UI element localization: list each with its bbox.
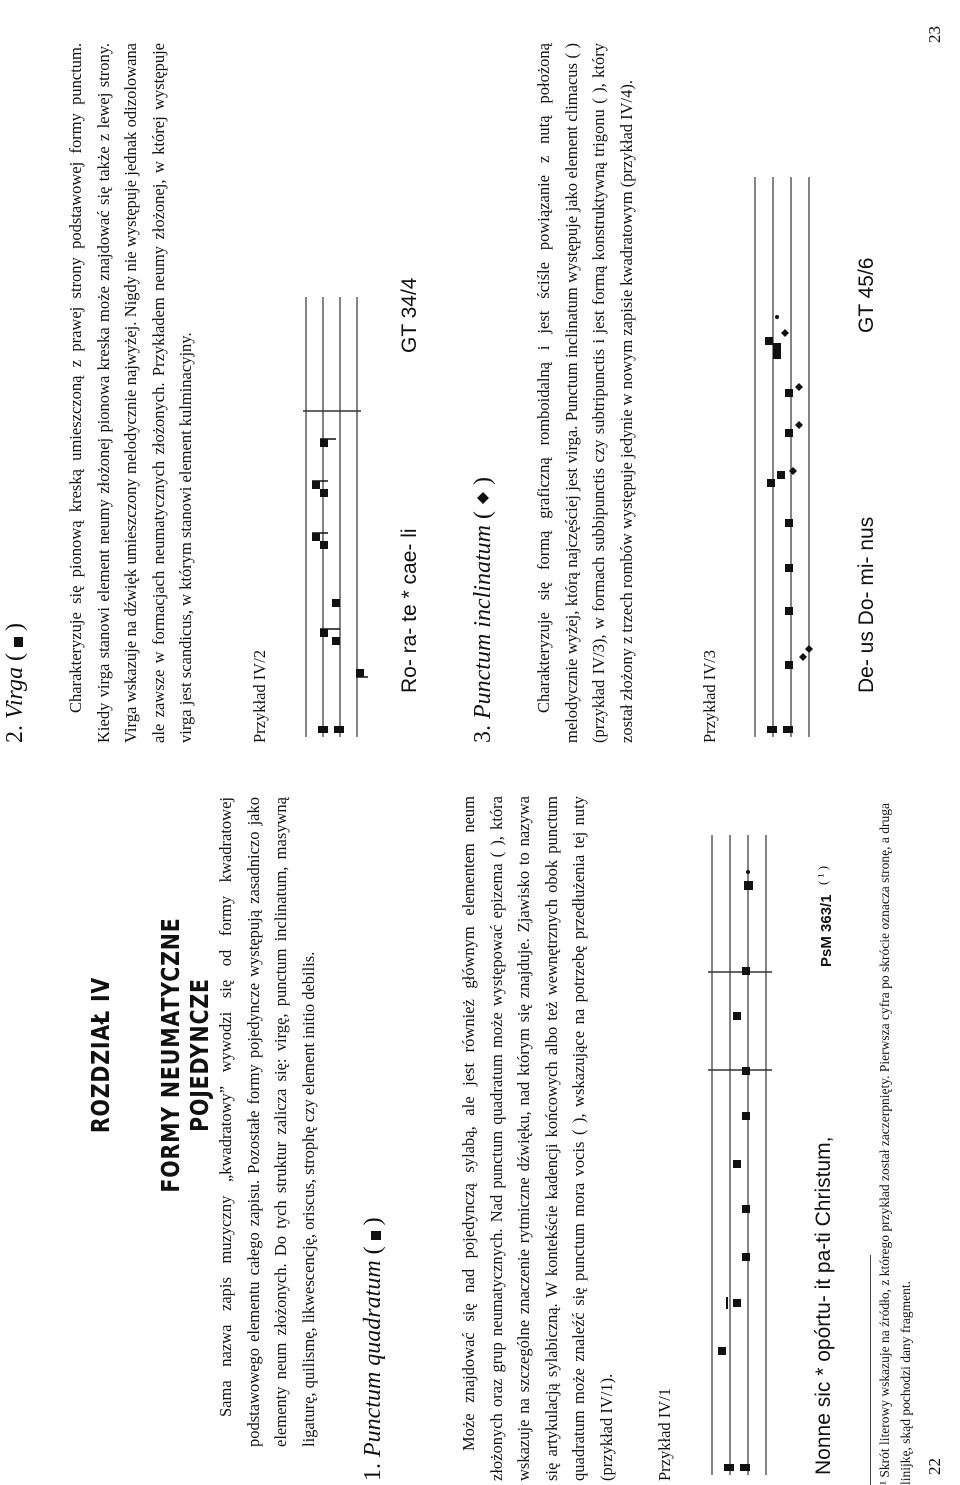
chapter-title: ROZDZIAŁ IV [86,976,115,1134]
section-1-heading [360,1217,387,1481]
right-page-number: 23 [925,26,944,43]
example-1-staff [700,835,805,1475]
section-3-title: Punctum inclinatum [470,525,496,719]
left-page-number: 22 [925,1458,944,1475]
section-2-paren-close: ) [2,623,28,631]
example-3-reference: GT 45/6 [855,257,878,333]
section-1-title: Punctum quadratum [360,1260,386,1457]
footnote: ¹ Skrót literowy wskazuje na źródło, z którego przykład został zaczerpnięty. Pierwsza cyfra po skrócie oznacza stronę, a druga linijkę, skąd pochodzi dany fragment. [877,802,913,1485]
section-2-paren-open: ( [2,653,28,661]
section-1-paren-close: ) [360,1217,386,1226]
section-2-title: Virga [2,667,28,719]
section-2-heading [2,623,29,743]
section-2-body: Charakteryzuje się pionową kreską umieszczoną z prawej strony podstawowej formy punctum. Kiedy virga stanowi element neumy złożonej pionowa kreska może znajdować się także z lewej strony. Virga wskazuje na dźwięk umieszczony melodycznie najwyżej. Nigdy nie występuje jednak odizolowana ale zawsze w formacjach neumatycznych złożonych. Przykładem neumy złożonej, w której występuje virga jest scandicus, w którym stanowi element kulminacyjny. [66,43,195,743]
example-3-caption: Przykład IV/3 [700,649,719,743]
section-3-heading [470,477,497,743]
example-2-lyrics: Ro- ra- te * cae- li [398,528,421,693]
example-1-lyrics: Nonne sic * opórtu- it pa-ti Christum, [812,1136,835,1475]
punctum-quadratum-icon [371,1231,381,1240]
left-page [0,743,960,1485]
footnote-marker: ( ¹ ) [815,865,830,885]
footnote-rule [870,1255,871,1485]
example-3-lyrics: De- us Do- mi- nus [855,516,878,693]
section-3-body: Charakteryzuje się formą graficzną romboidalną i jest ściśle powiązanie z nutą położoną melodycznie wyżej, którą najczęściej jest virga. Punctum inclinatum występuje jako element climacus ( ) (przykład IV/3), w formach subbipunctis czy subtripunctis i jest formą konstruktywną trigonu ( ), który został złożony z trzech rombów występuje jedynie w nowym zapisie kwadratowym (przykład IV/4). [534,43,636,743]
chapter-subtitle: FORMY NEUMATYCZNE POJEDYNCZE [156,917,214,1193]
example-2-caption: Przykład IV/2 [250,649,269,743]
section-1-number: 1. [360,1463,386,1481]
section-1-body: Może znajdować się nad pojedynczą sylabą, ale jest również głównym elementem neum złożonych oraz grup neumatycznych. Nad punctum quadratum może występować epizema ( ), która wskazuje na szczególne znaczenie rytmiczne dźwięku, nad którym się znajduje. Zjawisko to nazywa się artykulacją sylabiczną. W kontekście kadencji końcowych albo też wewnętrznych obok punctum quadratum może znaleźć się punctum mora vocis ( ), wskazujące na potrzebę przedłużenia tej nuty (przykład IV/1). [459,796,616,1481]
section-3-number: 3. [470,725,496,743]
example-1-caption: Przykład IV/1 [655,1387,674,1481]
section-1-paren-open: ( [360,1246,386,1255]
section-3-paren-close: ) [470,477,496,486]
example-2-staff [298,297,388,737]
c-clef-icon [724,1464,750,1471]
intro-paragraph: Sama nazwa zapis muzyczny „kwadratowy” wywodzi się od formy kwadratowej podstawowego elementu całego zapisu. Pozostałe formy pojedyncze występują zasadniczo jako elementy neum złożonych. Do tych struktur zalicza się: virgę, punctum inclinatum, masywną ligaturę, quilismę, likwescencję, oriscus, strophę czy element initio debilis. [216,797,318,1447]
example-3-staff [745,177,845,737]
example-2-reference: GT 34/4 [398,277,421,353]
punctum-inclinatum-icon [476,491,490,505]
section-2-number: 2. [2,725,28,743]
virga-icon [14,637,23,647]
example-1-reference: PsM 363/1 [818,894,835,967]
section-3-paren-open: ( [470,511,496,520]
